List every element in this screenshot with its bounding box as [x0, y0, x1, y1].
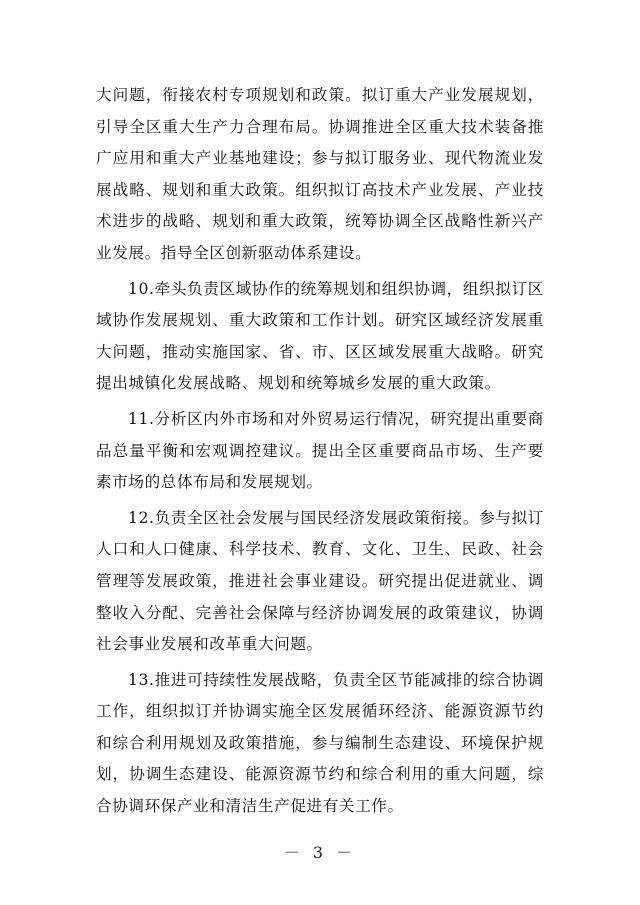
- paragraph-item-13: 13.推进可持续性发展战略，负责全区节能减排的综合协调工作，组织拟订并协调实施全区发展循环经济、能源资源节约和综合利用规划及政策措施，参与编制生态建设、环境保护规划，协调生态建设、能源资源节约和综合利用的重大问题，综合协调环保产业和清洁生产促进有关工作。: [96, 670, 544, 816]
- paragraph-item-12: 12.负责全区社会发展与国民经济发展政策衔接。参与拟订人口和人口健康、科学技术、教育、文化、卫生、民政、社会管理等发展政策，推进社会事业建设。研究提出促进就业、调整收入分配、完善社会保障与经济协调发展的政策建议，协调社会事业发展和改革重大问题。: [96, 508, 544, 654]
- paragraph-item-10: 10.牵头负责区域协作的统筹规划和组织协调，组织拟订区域协作发展规划、重大政策和工作计划。研究区域经济发展重大问题，推动实施国家、省、市、区区域发展重大战略。研究提出城镇化发展战略、规划和统筹城乡发展的重大政策。: [96, 279, 544, 393]
- document-body: [96, 80, 544, 827]
- page-number: － 3 －: [283, 843, 357, 862]
- paragraph-continued: 大问题，衔接农村专项规划和政策。拟订重大产业发展规划，引导全区重大生产力合理布局。协调推进全区重大技术装备推广应用和重大产业基地建设；参与拟订服务业、现代物流业发展战略、规划和重大政策。组织拟订高技术产业发展、产业技术进步的战略、规划和重大政策，统筹协调全区战略性新兴产业发展。指导全区创新驱动体系建设。: [96, 86, 544, 262]
- paragraph-item-11: 11.分析区内外市场和对外贸易运行情况，研究提出重要商品总量平衡和宏观调控建议。提出全区重要商品市场、生产要素市场的总体布局和发展规划。: [96, 409, 544, 492]
